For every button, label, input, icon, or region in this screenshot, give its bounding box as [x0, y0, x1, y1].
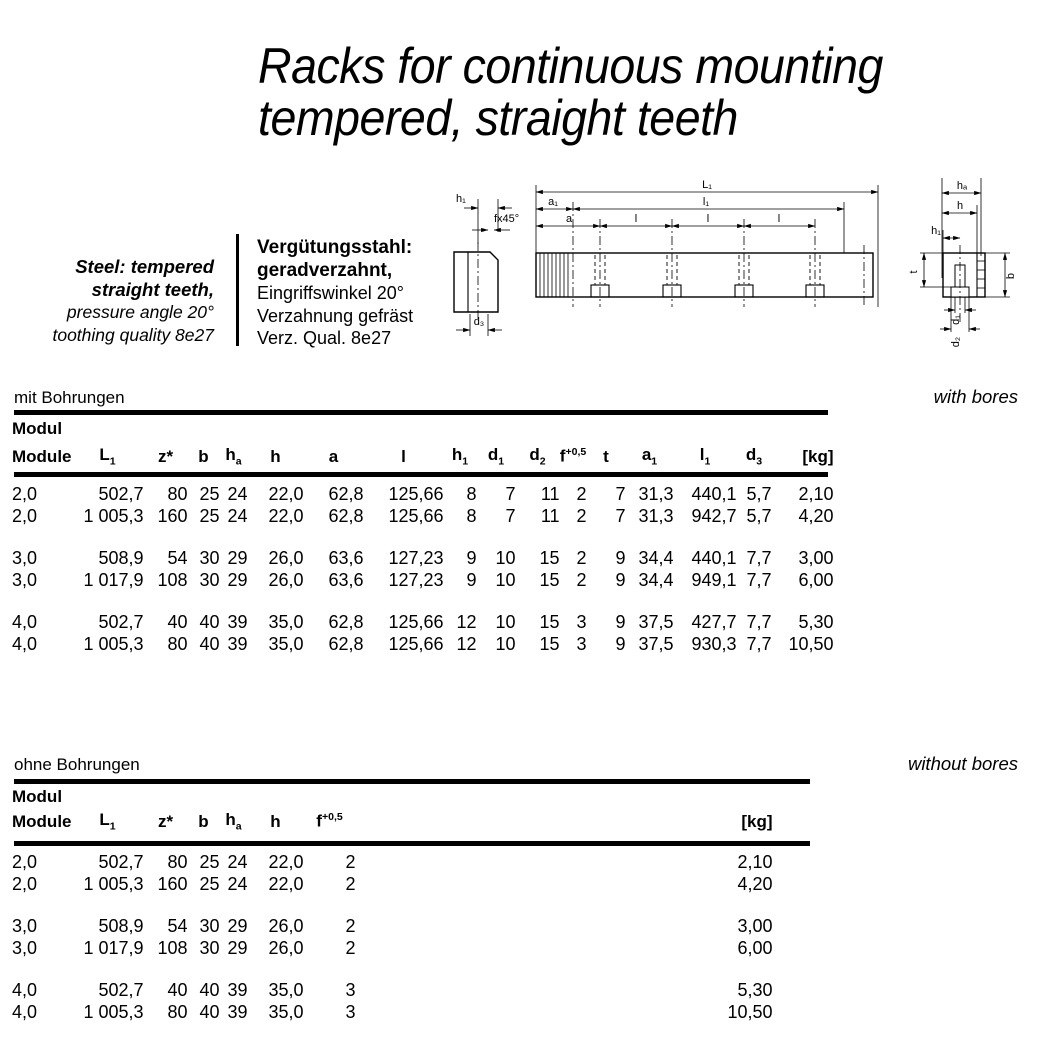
- table-cell: 62,8: [328, 633, 364, 654]
- dim-label-L1: L₁: [702, 179, 712, 191]
- dim-label-h1-section: h₁: [931, 225, 941, 237]
- table-cell: 34,4: [638, 547, 674, 568]
- table-cell: 62,8: [328, 505, 364, 526]
- table-cell: 15: [539, 633, 560, 654]
- table-cell: 502,7: [98, 852, 144, 872]
- table-cell: 40: [167, 611, 188, 632]
- table-cell: 39: [227, 633, 248, 654]
- mounting-holes: [591, 219, 824, 307]
- table-cell: 2: [576, 505, 587, 526]
- column-header: $d_3$: [745, 444, 763, 467]
- dim-label-l: l: [706, 213, 710, 225]
- caption-with-bores: with bores: [933, 386, 1018, 407]
- table-cell: 2: [345, 937, 356, 958]
- intro-german-line: geradverzahnt,: [257, 259, 393, 281]
- table-cell: 10: [495, 611, 516, 632]
- column-header: $L_1$: [99, 809, 116, 832]
- table-cell: 2,10: [737, 852, 773, 872]
- table-cell: 3,00: [798, 547, 834, 568]
- table-cell: 10: [495, 569, 516, 590]
- table-cell: 9: [615, 611, 626, 632]
- table-cell: 22,0: [268, 505, 304, 526]
- table-cell: 502,7: [98, 484, 144, 504]
- vertical-divider: [236, 234, 239, 346]
- table-cell: 29: [227, 937, 248, 958]
- table-cell: 7: [615, 484, 626, 504]
- intro-german-line: Verz. Qual. 8e27: [257, 328, 392, 348]
- table-cell: 8: [466, 484, 477, 504]
- table-cell: 9: [466, 547, 477, 568]
- section-break-hatch: [540, 253, 568, 297]
- dim-label-chamfer: fx45°: [494, 213, 520, 225]
- table-row: [12, 634, 834, 656]
- dim-label-l: l: [777, 213, 781, 225]
- table-cell: 25: [199, 505, 220, 526]
- table-cell: 37,5: [638, 611, 674, 632]
- table-row: [12, 548, 834, 570]
- column-header: [kg]: [802, 447, 834, 466]
- table-cell: 24: [227, 505, 248, 526]
- table-cell: 29: [227, 915, 248, 936]
- table-cell: 2: [576, 484, 587, 504]
- table-cell: 5,7: [746, 505, 772, 526]
- table-cell: 29: [227, 547, 248, 568]
- column-header: z*: [157, 447, 174, 466]
- table-cell: 40: [199, 633, 220, 654]
- table-cell: 108: [157, 937, 188, 958]
- column-header: $d_1$: [487, 444, 505, 467]
- intro-german-line: Vergütungsstahl:: [257, 237, 413, 258]
- table-cell: 7: [505, 505, 516, 526]
- column-header: [kg]: [741, 812, 773, 831]
- page-title: [258, 40, 883, 144]
- intro-english-line: straight teeth,: [91, 278, 214, 300]
- table-cell: 4,0: [12, 979, 38, 1000]
- intro-german-line: Verzahnung gefräst: [257, 305, 414, 326]
- table-cell: 34,4: [638, 569, 674, 590]
- dim-label-ha: hₐ: [956, 180, 968, 192]
- table-rule: [14, 472, 828, 477]
- drawing-rack-front: [536, 179, 878, 307]
- table-cell: 4,0: [12, 611, 38, 632]
- table-cell: 4,0: [12, 633, 38, 654]
- intro-german: [257, 237, 413, 350]
- table-cell: 30: [199, 569, 220, 590]
- table-cell: 4,20: [737, 873, 773, 894]
- table-cell: 40: [199, 611, 220, 632]
- intro-english-line: toothing quality 8e27: [52, 324, 214, 345]
- table-cell: 10: [495, 547, 516, 568]
- table-cell: 3: [576, 611, 587, 632]
- table-cell: 62,8: [328, 611, 364, 632]
- table-row: [12, 980, 773, 1002]
- table-cell: 40: [167, 979, 188, 1000]
- table-cell: 5,7: [746, 484, 772, 504]
- table-without-bores: [12, 806, 773, 1023]
- table-cell: 30: [199, 915, 220, 936]
- dim-label-h1: h₁: [456, 193, 466, 205]
- column-header: $h_a$: [225, 809, 242, 832]
- table-cell: 22,0: [268, 852, 304, 872]
- table-row: [12, 874, 773, 896]
- table-cell: 1 005,3: [83, 873, 144, 894]
- table-cell: 26,0: [268, 915, 304, 936]
- table-cell: 108: [157, 569, 188, 590]
- table-cell: 2,0: [12, 873, 38, 894]
- column-header: $h_1$: [451, 444, 469, 467]
- table-cell: 2,0: [12, 505, 38, 526]
- table-cell: 1 017,9: [83, 937, 144, 958]
- table-cell: 29: [227, 569, 248, 590]
- table-cell: 3: [576, 633, 587, 654]
- table-row: [12, 916, 773, 938]
- column-header: l: [401, 447, 406, 466]
- dim-label-t: t: [908, 270, 920, 274]
- table-cell: 54: [167, 915, 188, 936]
- table-cell: 9: [615, 547, 626, 568]
- table-cell: 39: [227, 611, 248, 632]
- table-cell: 427,7: [691, 611, 737, 632]
- table-cell: 30: [199, 547, 220, 568]
- group-spacer: [12, 527, 834, 548]
- column-header: Module: [12, 812, 72, 831]
- table-cell: 6,00: [737, 937, 773, 958]
- table-cell: 9: [466, 569, 477, 590]
- table-row: [12, 506, 834, 528]
- column-header: b: [198, 447, 209, 466]
- table-cell: 942,7: [691, 505, 737, 526]
- table-cell: 7,7: [746, 633, 772, 654]
- table-cell: 8: [466, 505, 477, 526]
- table-cell: 3,0: [12, 547, 38, 568]
- table-cell: 35,0: [268, 979, 304, 1000]
- table-cell: 127,23: [388, 569, 444, 590]
- table-cell: 24: [227, 873, 248, 894]
- table-rule: [14, 841, 810, 846]
- table-cell: 35,0: [268, 1001, 304, 1022]
- table-cell: 3: [345, 1001, 356, 1022]
- table-header-row: [12, 806, 773, 837]
- dim-label-a: a: [565, 213, 573, 225]
- table-cell: 10,50: [788, 633, 834, 654]
- table-cell: 7: [505, 484, 516, 504]
- table-row: [12, 484, 834, 506]
- table-cell: 125,66: [388, 611, 444, 632]
- table-cell: 127,23: [388, 547, 444, 568]
- table-cell: 9: [615, 569, 626, 590]
- column-header: $f^{+0,5}$: [559, 446, 587, 466]
- header-modul: Modul: [12, 419, 63, 438]
- table-cell: 3,0: [12, 937, 38, 958]
- table-cell: 508,9: [98, 915, 144, 936]
- group-spacer: [12, 959, 773, 980]
- table-cell: 26,0: [268, 547, 304, 568]
- table-row: [12, 938, 773, 960]
- table-cell: 3,00: [737, 915, 773, 936]
- table-cell: 2: [576, 569, 587, 590]
- table-cell: 40: [199, 1001, 220, 1022]
- table-cell: 3,0: [12, 569, 38, 590]
- table-cell: 160: [157, 505, 188, 526]
- column-header: $h_a$: [225, 444, 242, 467]
- dim-label-h: h: [956, 200, 964, 212]
- column-header: $a_1$: [641, 444, 658, 467]
- column-header: $L_1$: [99, 444, 116, 467]
- table-cell: 24: [227, 852, 248, 872]
- dim-label-d1: d₁: [950, 315, 962, 325]
- intro-german-line: Eingriffswinkel 20°: [257, 283, 404, 303]
- column-header: $d_2$: [529, 444, 546, 467]
- table-cell: 2,10: [798, 484, 834, 504]
- table-row: [12, 852, 773, 874]
- column-header: h: [270, 447, 281, 466]
- table-cell: 2: [345, 915, 356, 936]
- column-header: $f^{+0,5}$: [316, 811, 343, 831]
- table-cell: 125,66: [388, 484, 444, 504]
- table-cell: 502,7: [98, 979, 144, 1000]
- table-cell: 26,0: [268, 937, 304, 958]
- dim-label-l1: l₁: [702, 196, 710, 208]
- caption-mit-bohrungen: mit Bohrungen: [14, 388, 125, 407]
- drawing-bore-detail: [454, 193, 519, 336]
- table-cell: 1 005,3: [83, 1001, 144, 1022]
- table-cell: 63,6: [328, 569, 364, 590]
- table-cell: 15: [539, 569, 560, 590]
- drawing-cross-section: [908, 178, 1017, 347]
- group-spacer: [12, 895, 773, 916]
- table-cell: 440,1: [691, 484, 737, 504]
- column-header: a: [328, 447, 339, 466]
- table-cell: 39: [227, 1001, 248, 1022]
- table-cell: 31,3: [638, 484, 674, 504]
- table-cell: 26,0: [268, 569, 304, 590]
- dim-label-d3: d₃: [473, 316, 485, 328]
- table-cell: 5,30: [737, 979, 773, 1000]
- table-rule: [14, 779, 810, 784]
- caption-ohne-bohrungen: ohne Bohrungen: [14, 755, 140, 774]
- table-cell: 2,0: [12, 852, 38, 872]
- table-cell: 7,7: [746, 569, 772, 590]
- table-cell: 4,0: [12, 1001, 38, 1022]
- table-cell: 25: [199, 873, 220, 894]
- table-cell: 22,0: [268, 484, 304, 504]
- table-cell: 30: [199, 937, 220, 958]
- table-cell: 3,0: [12, 915, 38, 936]
- table-cell: 11: [540, 484, 560, 504]
- table-cell: 80: [167, 633, 188, 654]
- table-header-row: [12, 441, 834, 472]
- technical-drawings: [448, 172, 1023, 348]
- column-header: $l_1$: [699, 444, 711, 467]
- dim-label-a1: a₁: [548, 196, 558, 208]
- table-cell: 2: [345, 873, 356, 894]
- table-cell: 35,0: [268, 633, 304, 654]
- column-header: b: [198, 812, 209, 831]
- dim-label-l: l: [634, 213, 638, 225]
- table-cell: 160: [157, 873, 188, 894]
- table-cell: 25: [199, 484, 220, 504]
- table-cell: 63,6: [328, 547, 364, 568]
- header-modul: Modul: [12, 787, 63, 806]
- table-cell: 22,0: [268, 873, 304, 894]
- intro-english: [16, 256, 214, 346]
- column-header: Module: [12, 447, 72, 466]
- table-cell: 35,0: [268, 611, 304, 632]
- intro-english-line: pressure angle 20°: [66, 302, 214, 322]
- table-cell: 2,0: [12, 484, 38, 504]
- table-cell: 11: [540, 505, 560, 526]
- dim-label-d2: d₂: [950, 336, 962, 348]
- table-cell: 54: [167, 547, 188, 568]
- table-cell: 930,3: [691, 633, 737, 654]
- table-cell: 7,7: [746, 611, 772, 632]
- table-cell: 15: [539, 547, 560, 568]
- table-cell: 7: [615, 505, 626, 526]
- table-cell: 62,8: [328, 484, 364, 504]
- intro-english-line: Steel: tempered: [75, 256, 214, 277]
- table-cell: 3: [345, 979, 356, 1000]
- table-cell: 12: [456, 611, 477, 632]
- table-cell: 508,9: [98, 547, 144, 568]
- table-cell: 80: [167, 1001, 188, 1022]
- table-cell: 10,50: [727, 1001, 773, 1022]
- table-cell: 1 017,9: [83, 569, 144, 590]
- dim-label-b: b: [1005, 272, 1017, 280]
- table-cell: 80: [167, 852, 188, 872]
- table-cell: 2: [345, 852, 356, 872]
- table-cell: 39: [227, 979, 248, 1000]
- teeth-ticks: [977, 261, 985, 288]
- table-cell: 5,30: [798, 611, 834, 632]
- table-row: [12, 570, 834, 592]
- column-header: h: [270, 812, 281, 831]
- table-cell: 125,66: [388, 633, 444, 654]
- table-cell: 1 005,3: [83, 633, 144, 654]
- table-cell: 10: [495, 633, 516, 654]
- table-cell: 6,00: [798, 569, 834, 590]
- table-cell: 37,5: [638, 633, 674, 654]
- column-header: t: [603, 447, 609, 466]
- table-cell: 2: [576, 547, 587, 568]
- table-cell: 80: [167, 484, 188, 504]
- table-cell: 31,3: [638, 505, 674, 526]
- table-cell: 12: [456, 633, 477, 654]
- table-cell: 949,1: [691, 569, 737, 590]
- table-cell: 125,66: [388, 505, 444, 526]
- table-rule: [14, 410, 828, 415]
- page-title-line1: Racks for continuous mounting: [258, 38, 883, 94]
- table-row: [12, 612, 834, 634]
- column-header: z*: [157, 812, 174, 831]
- table-row: [12, 1002, 773, 1024]
- table-cell: 24: [227, 484, 248, 504]
- group-spacer: [12, 591, 834, 612]
- table-cell: 502,7: [98, 611, 144, 632]
- table-cell: 1 005,3: [83, 505, 144, 526]
- table-cell: 7,7: [746, 547, 772, 568]
- table-cell: 15: [539, 611, 560, 632]
- caption-without-bores: without bores: [907, 753, 1018, 774]
- table-cell: 4,20: [798, 505, 834, 526]
- page-title-line2: tempered, straight teeth: [258, 90, 738, 146]
- table-cell: 25: [199, 852, 220, 872]
- table-cell: 9: [615, 633, 626, 654]
- table-cell: 40: [199, 979, 220, 1000]
- table-cell: 440,1: [691, 547, 737, 568]
